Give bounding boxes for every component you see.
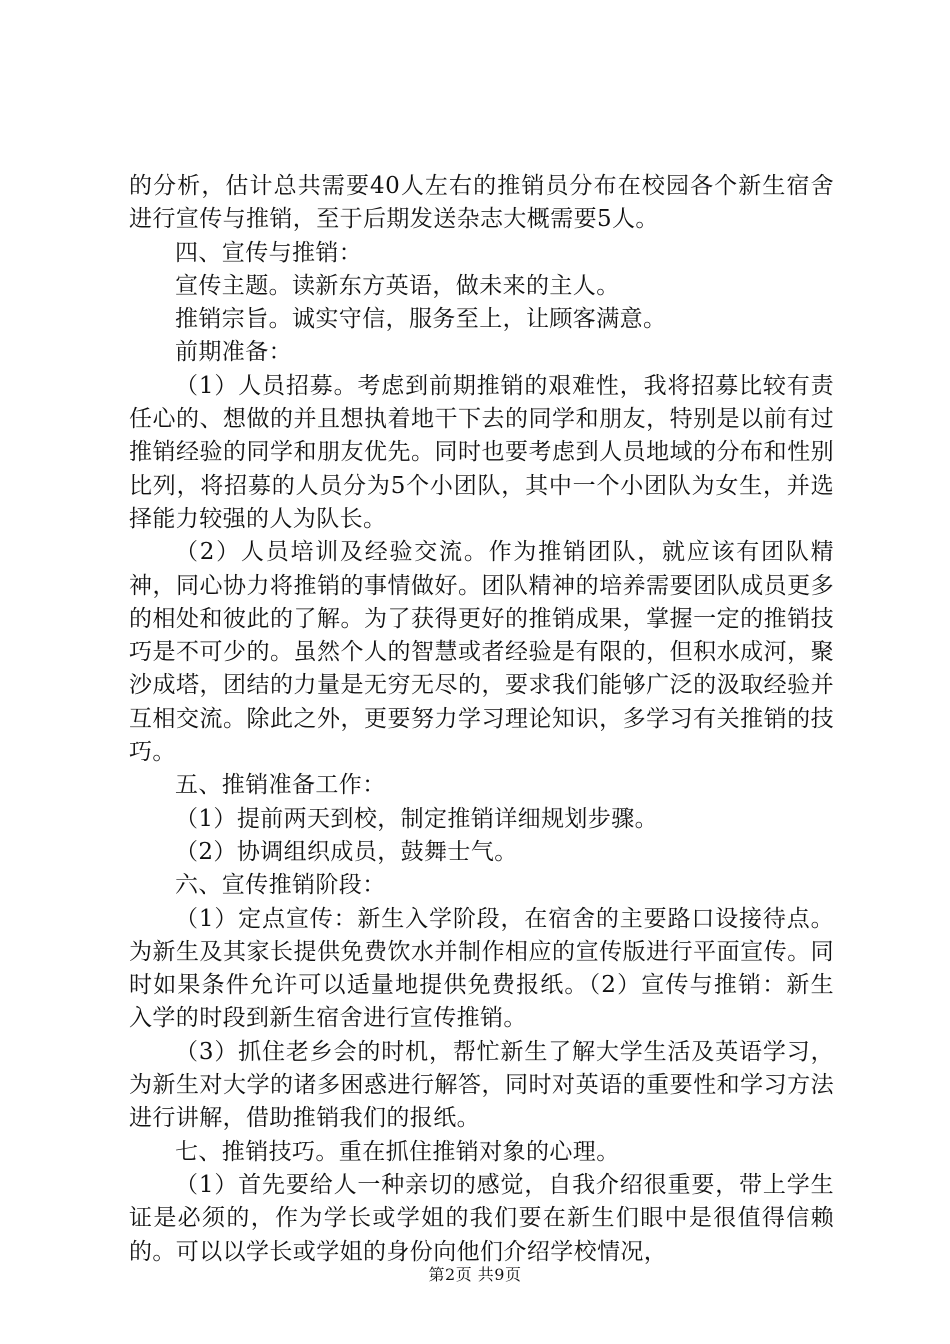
paragraph: （2）协调组织成员，鼓舞士气。 xyxy=(175,838,518,865)
paragraph: 的分析，估计总共需要40人左右的推销员分布在校园各个新生宿舍进行宣传与推销，至于后期发送杂志大概需要5人。 xyxy=(129,173,834,233)
section-heading: 六、宣传推销阶段： xyxy=(175,872,386,899)
paragraph: （1）首先要给人一种亲切的感觉，自我介绍很重要，带上学生证是必须的，作为学长或学姐的我们要在新生们眼中是很值得信赖的。可以以学长或学姐的身份向他们介绍学校情况， xyxy=(129,1171,834,1265)
paragraph: （1）定点宣传：新生入学阶段，在宿舍的主要路口设接待点。为新生及其家长提供免费饮水并制作相应的宣传版进行平面宣传。同时如果条件允许可以适量地提供免费报纸。（2）宣传与推销：新生入学的时段到新生宿舍进行宣传推销。 xyxy=(129,905,834,1032)
document-body xyxy=(129,170,834,1269)
paragraph: （2）人员培训及经验交流。作为推销团队，就应该有团队精神，同心协力将推销的事情做好。团队精神的培养需要团队成员更多的相处和彼此的了解。为了获得更好的推销成果，掌握一定的推销技巧是不可少的。虽然个人的智慧或者经验是有限的，但积水成河，聚沙成塔，团结的力量是无穷无尽的，要求我们能够广泛的汲取经验并互相交流。除此之外，更要努力学习理论知识，多学习有关推销的技巧。 xyxy=(129,539,834,766)
section-heading: 七、推销技巧。重在抓住推销对象的心理。 xyxy=(175,1138,620,1165)
paragraph: （3）抓住老乡会的时机，帮忙新生了解大学生活及英语学习，为新生对大学的诸多困惑进行解答，同时对英语的重要性和学习方法进行讲解，借助推销我们的报纸。 xyxy=(129,1038,834,1132)
paragraph: （1）提前两天到校，制定推销详细规划步骤。 xyxy=(175,805,659,832)
paragraph: 推销宗旨。诚实守信，服务至上，让顾客满意。 xyxy=(175,306,667,333)
paragraph: 前期准备： xyxy=(175,339,292,366)
section-heading: 四、宣传与推销： xyxy=(175,239,363,266)
paragraph: 宣传主题。读新东方英语，做未来的主人。 xyxy=(175,272,620,299)
paragraph: （1）人员招募。考虑到前期推销的艰难性，我将招募比较有责任心的、想做的并且想执着地干下去的同学和朋友，特别是以前有过推销经验的同学和朋友优先。同时也要考虑到人员地域的分布和性别比列，将招募的人员分为5个小团队，其中一个小团队为女生，并选择能力较强的人为队长。 xyxy=(129,372,834,532)
page-number-footer: 第2页 共9页 xyxy=(428,1265,522,1284)
section-heading: 五、推销准备工作： xyxy=(175,772,386,799)
